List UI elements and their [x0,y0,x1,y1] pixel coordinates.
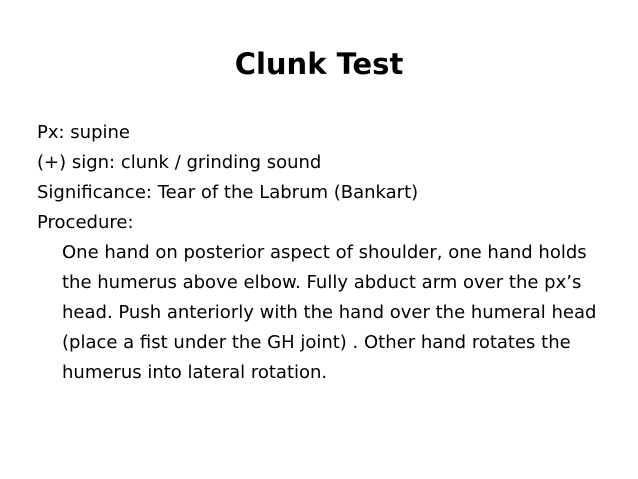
slide-content [37,118,617,388]
procedure-label: Procedure: [37,212,134,233]
positive-sign-line: (+) sign: clunk / grinding sound [37,152,322,173]
slide-title: Clunk Test [234,47,404,81]
procedure-description: One hand on posterior aspect of shoulder, one hand holds the humerus above elbow. Fully abduct arm over the px’s head. Push anteriorly with the hand over the humeral head (place a fist under the GH joint) . Other hand rotates the humerus into lateral rotation. [62,242,597,383]
significance-line: Significance: Tear of the Labrum (Bankart) [37,182,419,203]
patient-position-line: Px: supine [37,122,130,143]
